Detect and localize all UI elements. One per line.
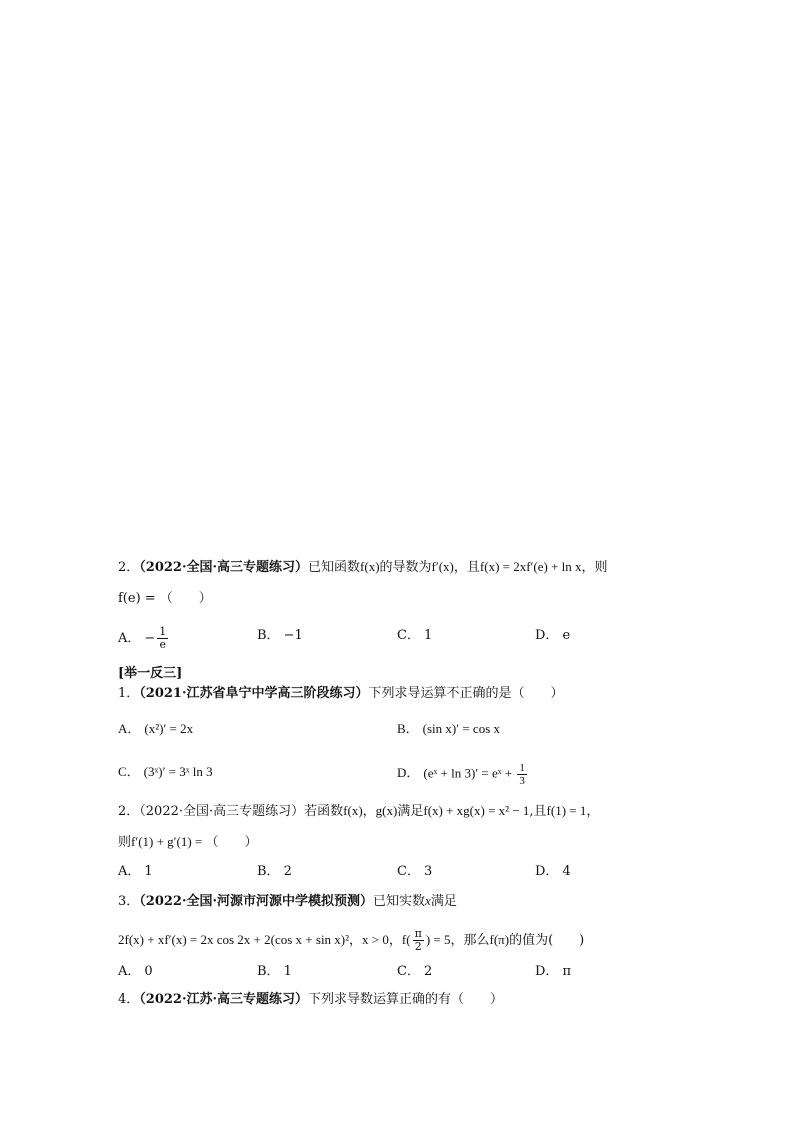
option-label: D． [535,964,559,979]
q1-text: 下列求导运算不正确的是（ ） [368,686,564,701]
option-value: (sin x)′ = cos x [422,721,501,736]
q3-option-c[interactable] [397,962,432,982]
q3-target: f(π) [489,932,510,947]
q2-prev-fx: f(x) [360,559,380,574]
option-value: (3ˣ)′ = 3ˣ ln 3 [143,764,213,779]
option-label: A． [118,964,141,979]
q2-gx: g(x) [375,803,398,818]
q3-option-d[interactable] [535,962,571,982]
q3-option-b[interactable] [257,962,292,982]
option-label: C． [118,764,140,779]
q2-prev-fpx: f′(x) [431,559,454,574]
q3-text-d: 的值为( ) [509,933,585,948]
q4-source: （2022·江苏·高三专题练习） [139,992,309,1007]
q2-prev-source: （2022·全国·高三专题练习） [139,560,309,575]
option-value: 3 [423,864,433,879]
q4-text: 下列求导数运算正确的有（ ） [308,992,504,1007]
option-value: 1 [423,628,433,643]
q3-condition-1: x > 0 [362,932,389,947]
q2-prev-equation: f(x) = 2xf′(e) + ln x [479,559,582,574]
q2-option-c[interactable] [397,862,432,882]
option-fraction [517,762,527,787]
q3-sep-2: ， [388,933,402,948]
option-value: −1 [283,628,303,643]
q1-option-a[interactable] [118,719,193,739]
q2-ask-expr: f′(1) + g′(1) = （ ） [131,834,258,849]
q2-text-c: ,且 [529,804,547,819]
option-label: B． [397,721,419,736]
q2-option-a[interactable] [118,862,153,882]
q2-text-d: ， [586,804,600,819]
q2-prev-ask: f(e) = （ ） [118,591,212,606]
option-fraction [157,626,168,651]
fraction-numerator: π [414,927,422,940]
q2-prev-option-c[interactable] [397,626,432,646]
fraction-numerator: 1 [519,762,525,774]
option-label: B． [257,628,280,643]
q3-text-c: ，那么 [450,933,490,948]
q3-condition-2-fraction [413,928,424,953]
option-label: C． [397,864,420,879]
option-label: C． [397,628,420,643]
option-label: B． [257,864,280,879]
q3-variable: x [425,893,431,908]
option-value: 4 [562,864,571,879]
option-value: e [562,628,571,643]
option-value: 2 [283,864,292,879]
q2-prev-text-c: ，且 [453,560,480,575]
q2-prev-option-a[interactable] [118,626,170,651]
q1-source: （2021·江苏省阜宁中学高三阶段练习） [139,686,369,701]
q2-option-b[interactable] [257,862,292,882]
q3-source: （2022·全国·河源市河源中学模拟预测） [139,894,374,909]
q1-stem [118,684,564,704]
q2-equation: f(x) + xg(x) = x² − 1 [423,803,530,818]
option-value: (eˣ + ln 3)′ = eˣ + [423,765,516,781]
q1-option-b[interactable] [397,719,500,739]
q1-number: 1． [118,686,140,701]
q2-prev-text-a: 已知函数 [308,560,361,575]
q3-condition-2-prefix: f( [401,932,411,947]
option-label: A． [118,721,141,736]
q2-prev-text-d: ，则 [581,560,608,575]
option-label: D． [397,765,420,781]
q3-condition-2-suffix: ) = 5 [425,932,451,947]
fraction-numerator: 1 [159,625,167,638]
fraction-denominator: 3 [519,775,525,787]
q3-stem [118,891,457,912]
q4-number: 4． [118,992,140,1007]
option-value: 0 [144,964,153,979]
q2-ask [118,832,258,853]
q2-prev-number: 2． [118,560,140,575]
q3-condition-line [118,928,584,953]
q2-sep: ， [362,804,376,819]
fraction-denominator: 2 [414,940,422,953]
option-value: 2 [423,964,433,979]
q2-prev-stem [118,557,608,578]
q2-prev-option-d[interactable] [535,626,570,646]
q2-fx: f(x) [343,803,363,818]
q2-text-b: 满足 [397,804,424,819]
q1-option-c[interactable] [118,762,213,782]
option-value: π [562,964,571,979]
q2-prev-option-b[interactable] [257,626,303,646]
q2-number: 2． [118,804,140,819]
q3-text-a: 已知实数 [373,894,426,909]
q2-stem [118,801,599,822]
option-sign: − [144,631,156,646]
section-title: [举一反三] [118,666,183,681]
option-value: 1 [144,864,153,879]
option-value: 1 [283,964,292,979]
q3-number: 3． [118,894,140,909]
q2-prev-text-b: 的导数为 [379,560,432,575]
q2-condition: f(1) = 1 [546,803,587,818]
q3-equation: 2f(x) + xf′(x) = 2x cos 2x + 2(cos x + sin x)² [118,932,350,947]
q3-option-a[interactable] [118,962,153,982]
q3-text-b: 满足 [430,894,457,909]
option-label: C． [397,964,420,979]
option-label: D． [535,864,559,879]
option-label: B． [257,964,280,979]
option-label: D． [535,628,559,643]
q4-stem [118,990,503,1010]
q3-sep: ， [349,933,363,948]
q2-ask-prefix: 则 [118,835,132,850]
option-label: A． [118,864,141,879]
option-value: (x²)′ = 2x [144,721,194,736]
q2-text-a: 若函数 [304,804,344,819]
q1-option-d[interactable] [397,762,529,787]
fraction-denominator: e [159,638,167,651]
option-label: A． [118,631,141,646]
q2-option-d[interactable] [535,862,571,882]
q2-source: （2022·全国·高三专题练习） [139,804,305,819]
